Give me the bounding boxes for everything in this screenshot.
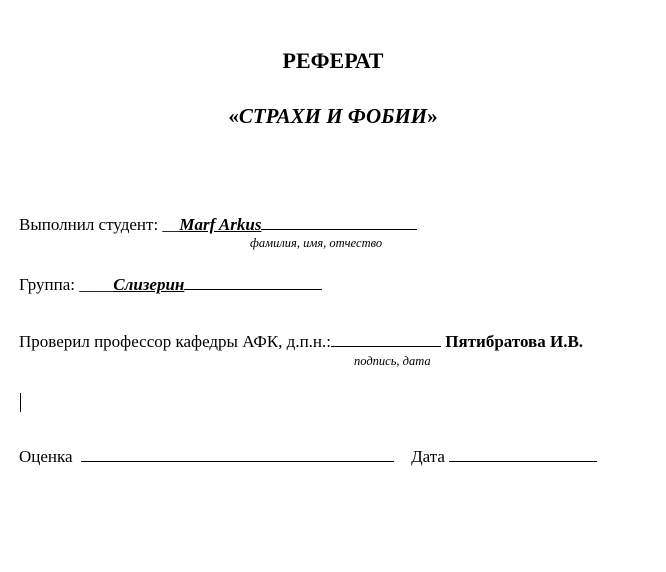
reviewer-signature-line bbox=[331, 332, 441, 347]
group-line bbox=[19, 275, 322, 295]
grade-field[interactable] bbox=[81, 447, 394, 462]
document-title: РЕФЕРАТ bbox=[282, 48, 384, 73]
reviewer-name: Пятибратова И.В. bbox=[445, 332, 584, 351]
student-label: Выполнил студент: bbox=[19, 215, 163, 234]
grade-label: Оценка bbox=[19, 447, 73, 466]
reviewer-hint: подпись, дата bbox=[354, 354, 431, 368]
group-underline bbox=[184, 275, 322, 290]
reviewer-label: Проверил профессор кафедры АФК, д.п.н.: bbox=[19, 332, 332, 351]
subtitle-close-quote: » bbox=[427, 104, 438, 128]
group-value[interactable]: Слизерин bbox=[113, 275, 185, 294]
subtitle-text: СТРАХИ И ФОБИИ bbox=[238, 104, 428, 128]
subtitle-open-quote: « bbox=[228, 104, 239, 128]
student-name-value[interactable]: Marf Arkus bbox=[179, 215, 262, 234]
student-hint: фамилия, имя, отчество bbox=[250, 236, 383, 250]
group-prefix-blank: ____ bbox=[79, 275, 114, 294]
reviewer-line bbox=[19, 332, 583, 352]
grade-line bbox=[19, 447, 597, 467]
date-label: Дата bbox=[411, 447, 445, 466]
student-prefix-blank: __ bbox=[162, 215, 180, 234]
document-subtitle bbox=[0, 104, 666, 129]
date-field[interactable] bbox=[449, 447, 597, 462]
group-label: Группа: bbox=[19, 275, 80, 294]
student-line bbox=[19, 215, 417, 235]
student-underline bbox=[261, 215, 417, 230]
text-cursor bbox=[20, 393, 21, 412]
